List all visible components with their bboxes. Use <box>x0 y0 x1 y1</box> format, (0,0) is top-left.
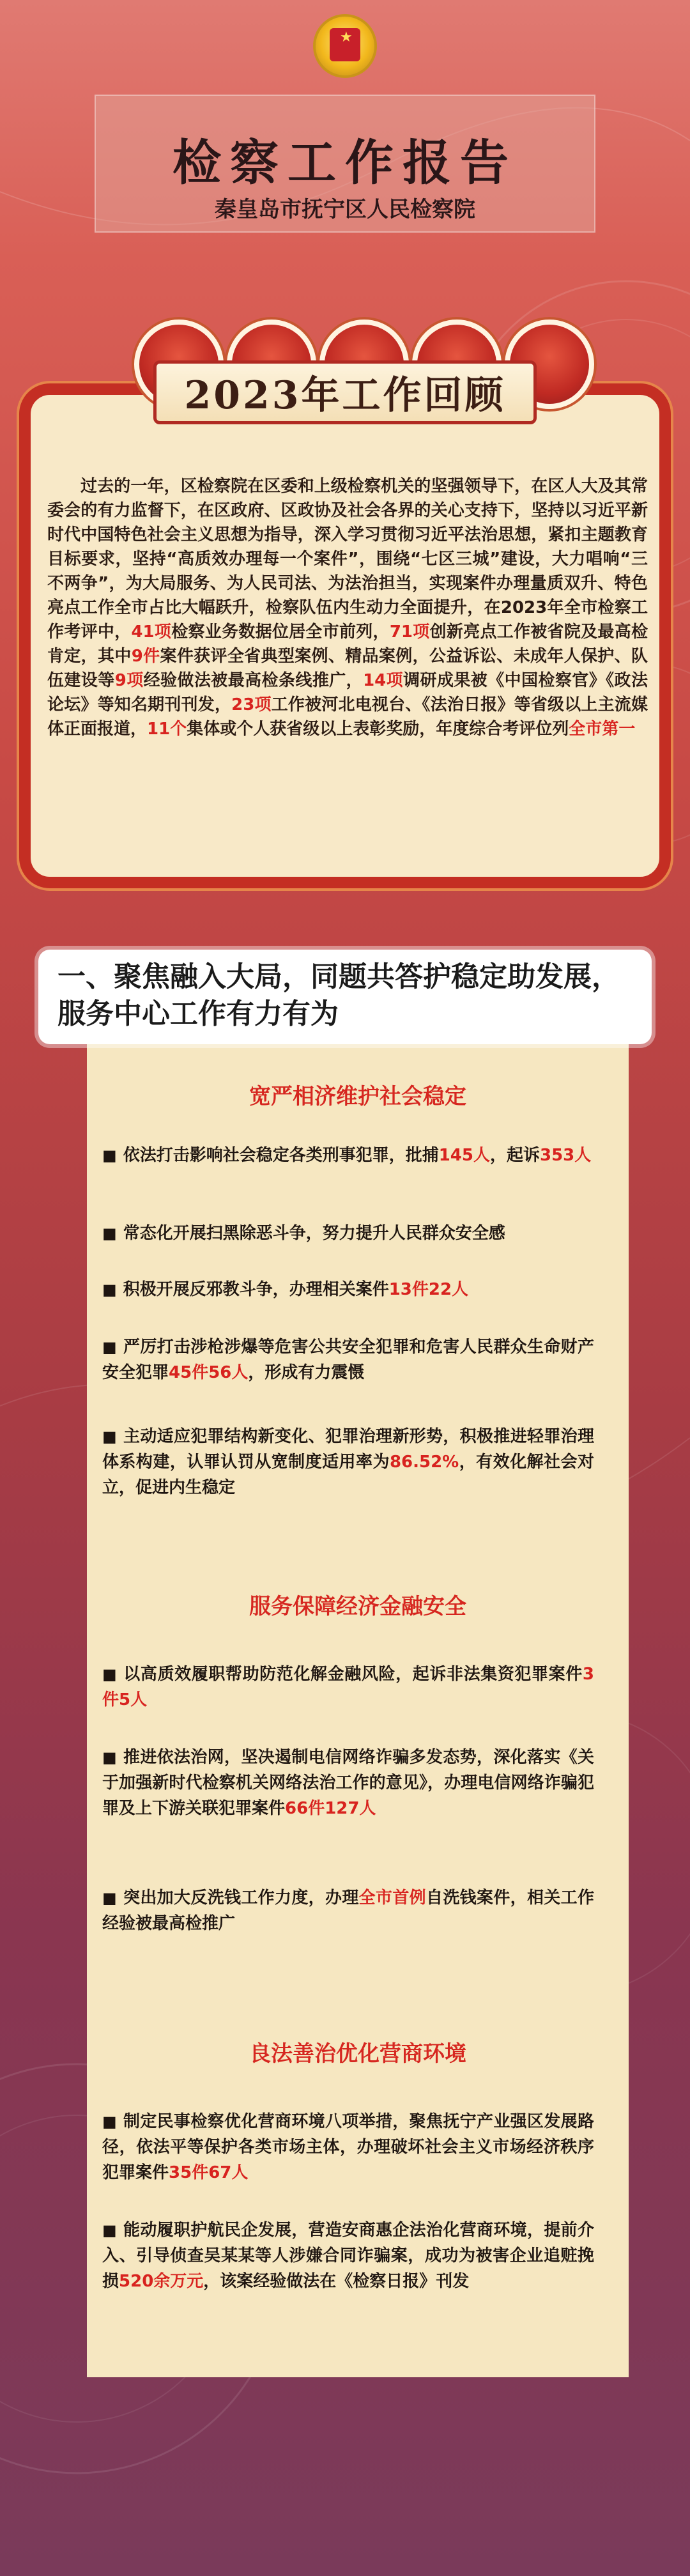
list-item: ■ 突出加大反洗钱工作力度，办理全市首例自洗钱案件，相关工作经验被最高检推广 <box>102 1888 594 1933</box>
square-bullet-icon: ■ <box>102 1889 118 1907</box>
list-item: ■ 积极开展反邪教斗争，办理相关案件13件22人 <box>102 1280 469 1299</box>
review-paragraph: 过去的一年，区检察院在区委和上级检察机关的坚强领导下，在区人大及其常委会的有力监督下，在区政府、区政协及社会各界的关心支持下，坚持以习近平新时代中国特色社会主义思想为指导，深入学习贯彻习近平法治思想，紧扣主题教育目标要求，坚持“高质效办理每一个案件”，围绕“七区三城”建设，大力唱响“三不两争”，为大局服务、为人民司法、为法治担当，实现案件办理量质双升、特色亮点工作全市占比大幅跃升，检察队伍内生动力全面提升，在2023年全市检察工作考评中，41项检察业务数据位居全市前列，71项创新亮点工作被省院及最高检肯定，其中9件案件获评全省典型案例、精品案例，公益诉讼、未成年人保护、队伍建设等9项经验做法被最高检条线推广，14项调研成果被《中国检察官》《政法论坛》等知名期刊刊发，23项工作被河北电视台、《法治日报》等省级以上主流媒体正面报道，11个集体或个人获省级以上表彰奖励，年度综合考评位列全市第一 <box>47 477 648 739</box>
list-item: ■ 主动适应犯罪结构新变化、犯罪治理新形势，积极推进轻罪治理体系构建，认罪认罚从宽制度适用率为86.52%，有效化解社会对立，促进内生稳定 <box>102 1427 594 1497</box>
square-bullet-icon: ■ <box>102 1428 118 1446</box>
square-bullet-icon: ■ <box>102 1146 117 1164</box>
title-box <box>95 95 595 233</box>
square-bullet-icon: ■ <box>102 1665 118 1683</box>
review-banner: 2023年工作回顾 <box>153 360 537 424</box>
list-item: ■ 以高质效履职帮助防范化解金融风险，起诉非法集资犯罪案件3件5人 <box>102 1665 594 1709</box>
page-subtitle: 秦皇岛市抚宁区人民检察院 <box>215 197 475 222</box>
square-bullet-icon: ■ <box>102 1224 117 1242</box>
block-title: 服务保障经济金融安全 <box>249 1594 466 1619</box>
list-item: ■ 常态化开展扫黑除恶斗争，努力提升人民群众安全感 <box>102 1224 505 1243</box>
list-item: ■ 能动履职护航民企发展，营造安商惠企法治化营商环境，提前介入、引导侦查吴某某等人涉嫌合同诈骗案，成功为被害企业追赃挽损520余万元，该案经验做法在《检察日报》刊发 <box>102 2221 594 2291</box>
list-item: ■ 依法打击影响社会稳定各类刑事犯罪，批捕145人，起诉353人 <box>102 1146 592 1165</box>
section-heading: 一、聚焦融入大局，同题共答护稳定助发展，服务中心工作有力有为 <box>57 960 620 1030</box>
block-title: 良法善治优化营商环境 <box>249 2041 466 2067</box>
list-item: ■ 推进依法治网，坚决遏制电信网络诈骗多发态势，深化落实《关于加强新时代检察机关网络法治工作的意见》，办理电信网络诈骗犯罪及上下游关联犯罪案件66件127人 <box>102 1748 594 1818</box>
block-title: 宽严相济维护社会稳定 <box>249 1084 466 1109</box>
square-bullet-icon: ■ <box>102 1748 118 1766</box>
procuratorate-emblem-icon: ★ <box>313 14 377 78</box>
list-item: ■ 制定民事检察优化营商环境八项举措，聚焦抚宁产业强区发展路径，依法平等保护各类市场主体，办理破坏社会主义市场经济秩序犯罪案件35件67人 <box>102 2112 594 2182</box>
square-bullet-icon: ■ <box>102 1281 117 1299</box>
square-bullet-icon: ■ <box>102 2113 118 2131</box>
list-item: ■ 严厉打击涉枪涉爆等危害公共安全犯罪和危害人民群众生命财产安全犯罪45件56人，形成有力震慑 <box>102 1338 594 1382</box>
page-title: 检察工作报告 <box>172 134 518 191</box>
square-bullet-icon: ■ <box>102 2221 118 2239</box>
square-bullet-icon: ■ <box>102 1338 118 1356</box>
